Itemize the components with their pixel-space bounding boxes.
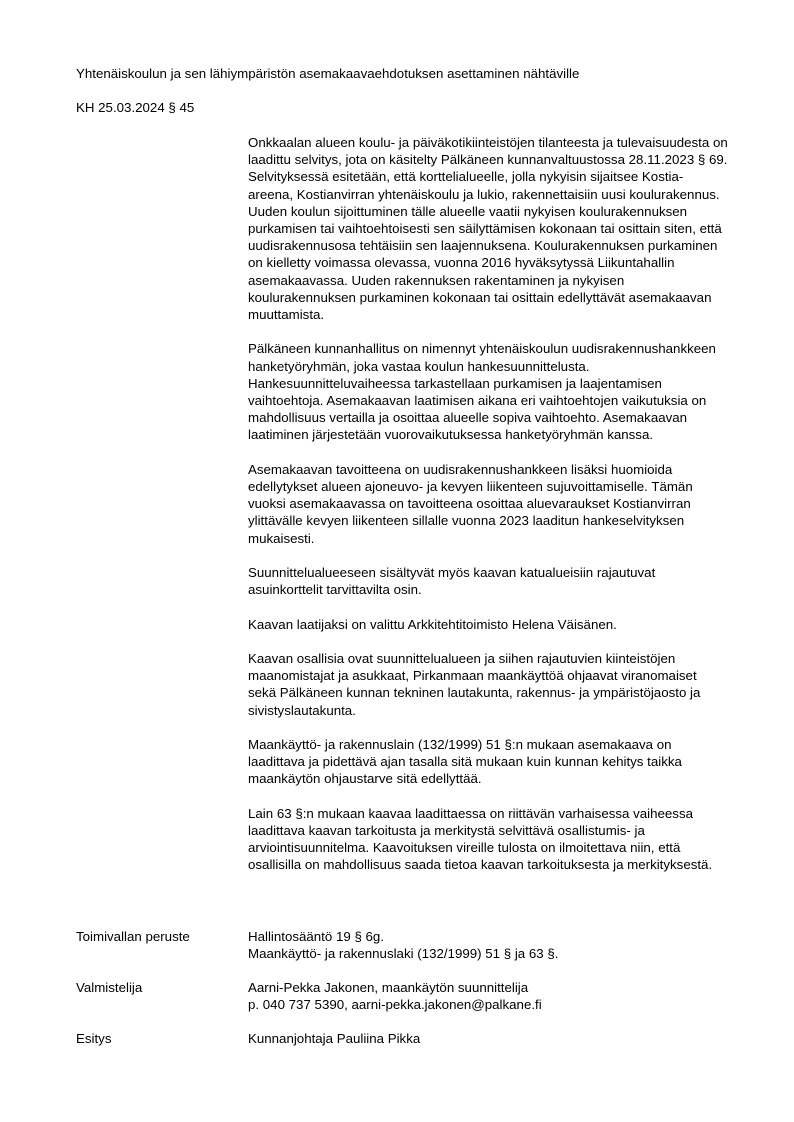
document-title: Yhtenäiskoulun ja sen lähiympäristön asemakaavaehdotuksen asettaminen nähtäville	[76, 66, 580, 81]
authority-line: Hallintosääntö 19 § 6g.	[248, 929, 385, 944]
authority-line: Maankäyttö- ja rakennuslaki (132/1999) 51 § ja 63 §.	[248, 946, 559, 962]
authority-label: Toimivallan peruste	[76, 929, 190, 944]
paragraph: Kaavan laatijaksi on valittu Arkkitehtitoimisto Helena Väisänen.	[248, 616, 617, 632]
meeting-reference: KH 25.03.2024 § 45	[76, 100, 195, 115]
proposal-label: Esitys	[76, 1031, 112, 1046]
preparer-contact: p. 040 737 5390, aarni-pekka.jakonen@palkane.fi	[248, 997, 542, 1013]
proposal-value	[248, 1030, 748, 1047]
paragraph: Lain 63 §:n mukaan kaavaa laadittaessa on riittävän varhaisessa vaiheessa laadittava kaavan tarkoitusta ja merkitystä selvittävä osallistumis- ja arviointisuunnitelma. Kaavoituksen vireille tulosta on ilmoitettava niin, että osallisilla on mahdollisuus saada tietoa kaavan tarkoituksesta ja merkityksestä.	[248, 805, 713, 873]
paragraph: Onkkaalan alueen koulu- ja päiväkotikiinteistöjen tilanteesta ja tulevaisuudesta on laadittu selvitys, jota on käsitelty Pälkäneen kunnanvaltuustossa 28.11.2023 § 69. Selvityksessä esitetään, että korttelialueelle, jolla nykyisin sijaitsee Kostia-areena, Kostianvirran yhtenäiskoulu ja lukio, rakennettaisiin uusi koulurakennus. Uuden koulun sijoittuminen tälle alueelle vaatii nykyisen koulurakennuksen purkamisen tai vaihtoehtoisesti sen säilyttämisen kokonaan tai osittain siten, että uudisrakennusosa tehtäisiin sen laajennuksena. Koulurakennuksen purkaminen on kielletty voimassa olevassa, vuonna 2016 hyväksytyssä Liikuntahallin asemakaavassa. Uuden rakennuksen rakentaminen ja nykyisen koulurakennuksen purkaminen kokonaan tai osittain edellyttävät asemakaavan muuttamista.	[248, 135, 728, 323]
paragraph: Suunnittelualueeseen sisältyvät myös kaavan katualueisiin rajautuvat asuinkorttelit tarvittavilta osin.	[248, 565, 656, 598]
paragraph: Kaavan osallisia ovat suunnittelualueen ja siihen rajautuvien kiinteistöjen maanomistajat ja asukkaat, Pirkanmaan maankäyttöä ohjaavat viranomaiset sekä Pälkäneen kunnan tekninen lautakunta, rakennus- ja ympäristöjaosto ja sivistyslautakunta.	[248, 651, 701, 718]
preparer-name: Aarni-Pekka Jakonen, maankäytön suunnittelija	[248, 980, 529, 995]
paragraph: Asemakaavan tavoitteena on uudisrakennushankkeen lisäksi huomioida edellytykset alueen ajoneuvo- ja kevyen liikenteen sujuvoittamiselle. Tämän vuoksi asemakaavassa on tavoitteena osoittaa aluevaraukset Kostianvirran ylittävälle kevyen liikenteen sillalle vuonna 2023 laaditun hankeselvityksen mukaisesti.	[248, 461, 693, 546]
preparer-label: Valmistelija	[76, 980, 143, 995]
authority-value	[248, 928, 748, 962]
paragraph: Pälkäneen kunnanhallitus on nimennyt yhtenäiskoulun uudisrakennushankkeen hanketyöryhmän, joka vastaa koulun hankesuunnittelusta. Hankesuunnitteluvaiheessa tarkastellaan purkamisen ja laajentamisen vaihtoehtoja. Asemakaavan laatimisen aikana eri vaihtoehtojen vaikutuksia on mahdollisuus vertailla ja osoittaa alueelle sopiva vaihtoehto. Asemakaavan laatiminen järjestetään vuorovaikutuksessa hanketyöryhmän kanssa.	[248, 341, 716, 443]
body-text	[248, 134, 728, 891]
paragraph: Maankäyttö- ja rakennuslain (132/1999) 51 §:n mukaan asemakaava on laadittava ja pidettävä ajan tasalla sitä mukaan kuin kunnan kehitys taikka maankäytön ohjaustarve sitä edellyttää.	[248, 737, 682, 787]
proposal-presenter: Kunnanjohtaja Pauliina Pikka	[248, 1031, 421, 1046]
preparer-value	[248, 979, 748, 1013]
